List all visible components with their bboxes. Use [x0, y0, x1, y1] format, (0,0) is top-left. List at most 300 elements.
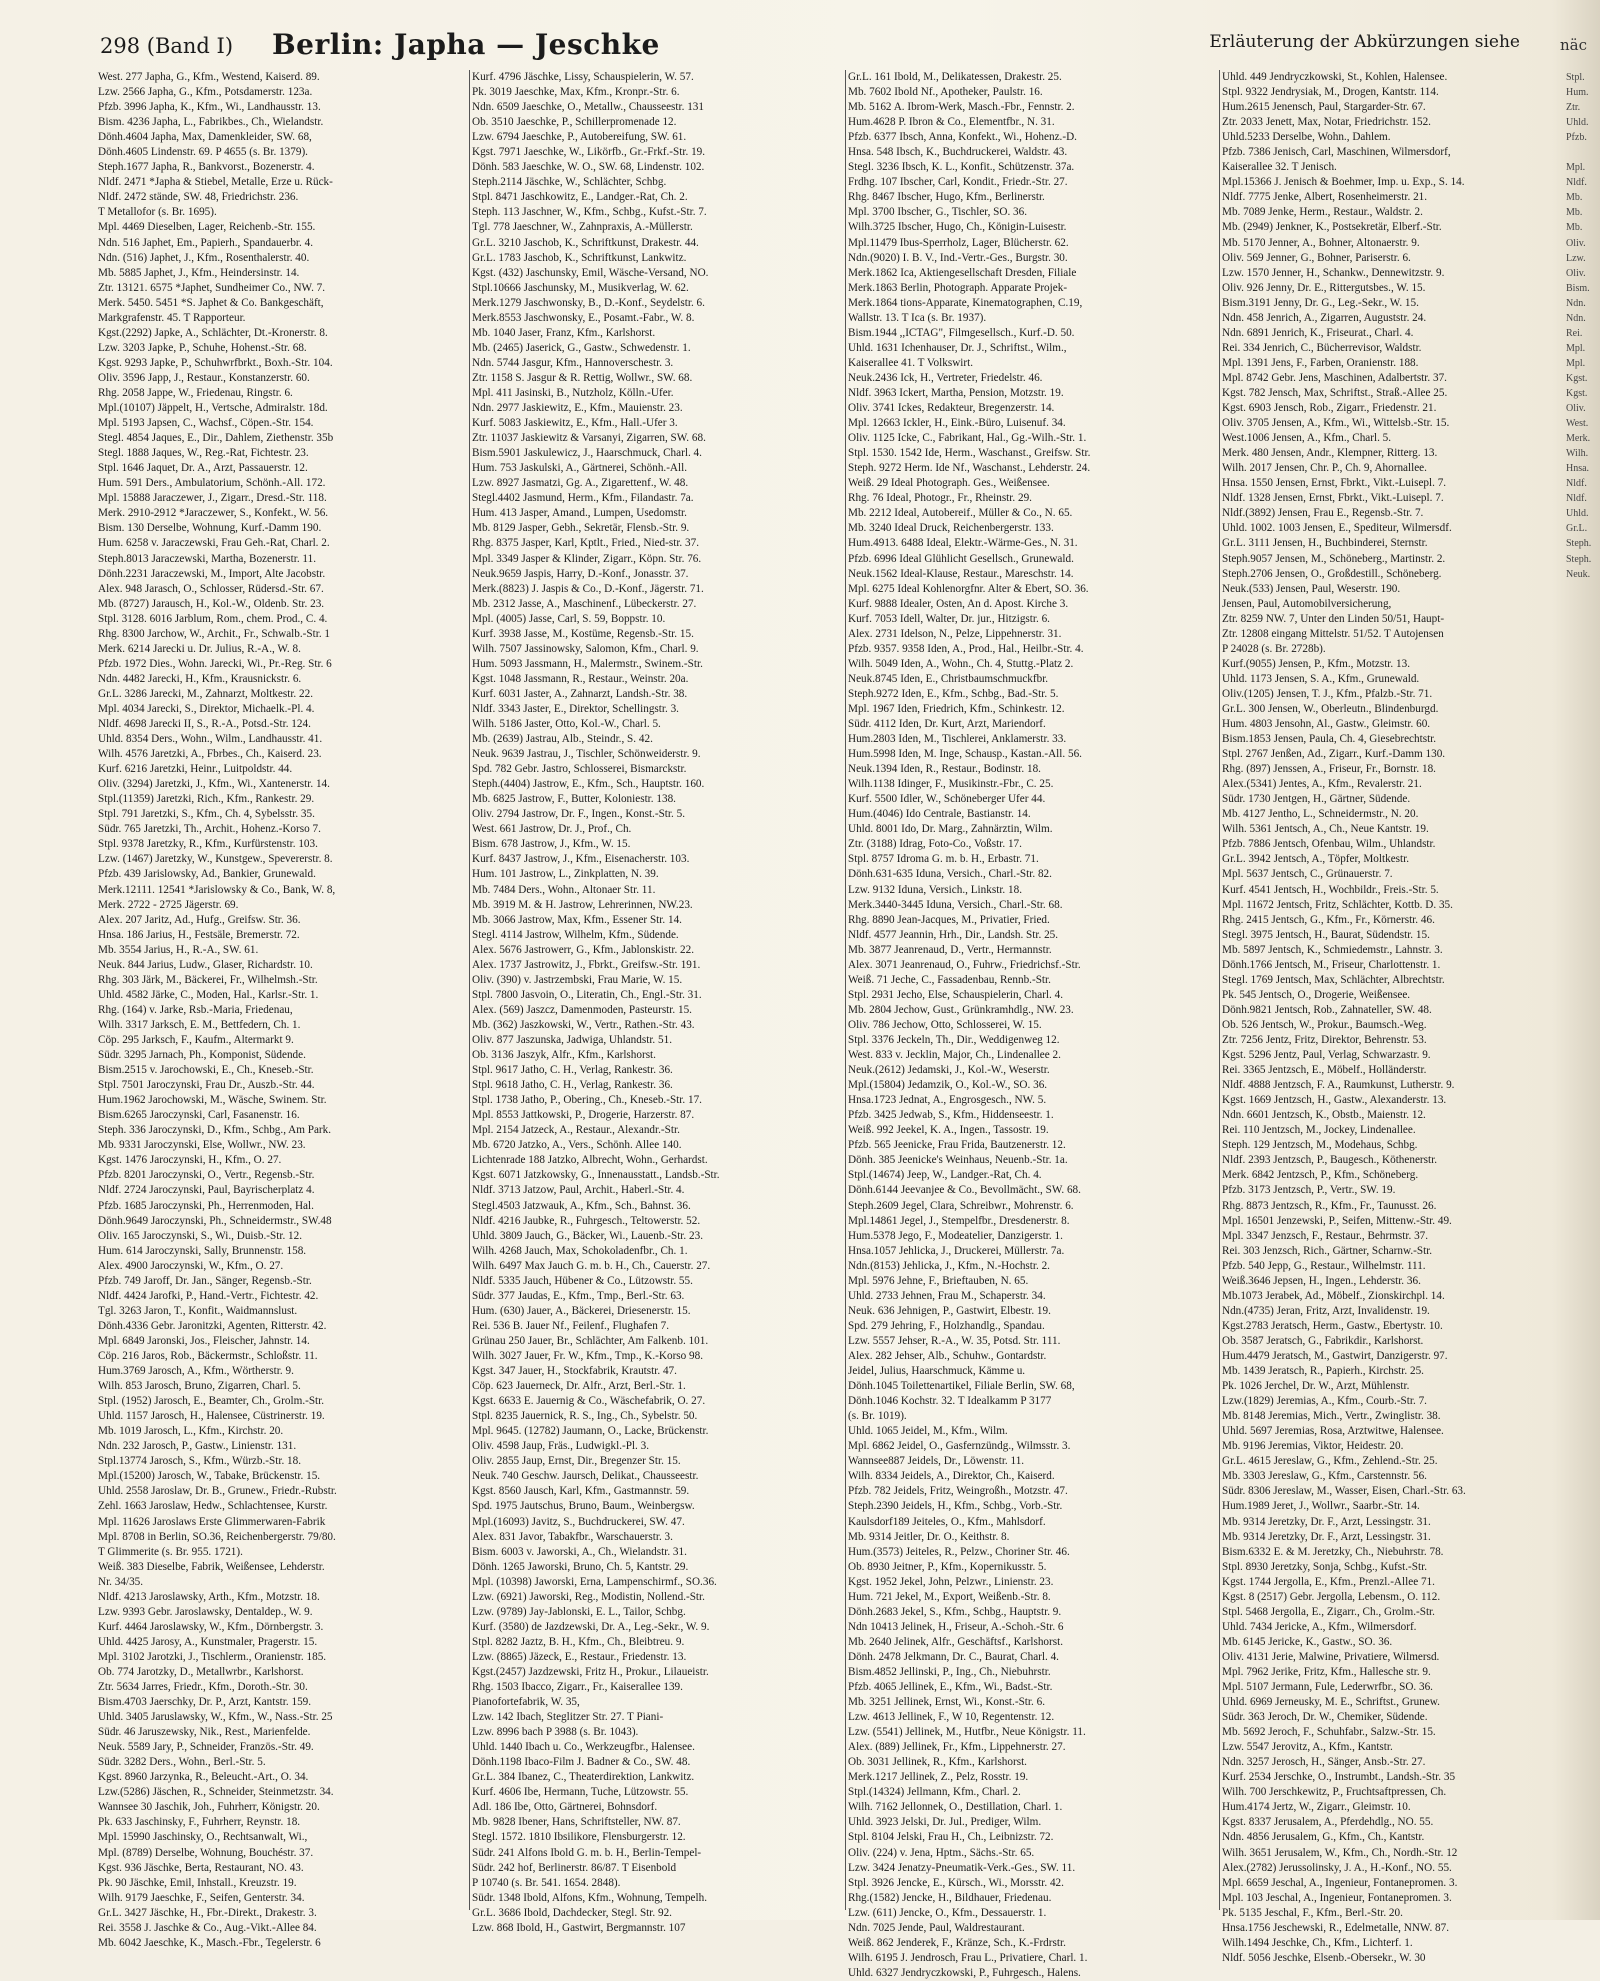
- directory-entry: Kurf. 4606 Ibe, Hermann, Tuche, Lützowstr. 55.: [472, 1786, 689, 1799]
- directory-entry: Oliv. 926 Jenny, Dr. E., Rittergutsbes., W. 15.: [1222, 281, 1426, 294]
- directory-entry: West. 661 Jastrow, Dr. J., Prof., Ch.: [472, 823, 632, 836]
- directory-entry: Wilh. 6497 Max Jauch G. m. b. H., Ch., Cauerstr. 27.: [472, 1259, 711, 1272]
- directory-entry: Hnsa. 548 Ibsch, K., Buchdruckerei, Waldstr. 43.: [848, 146, 1068, 159]
- directory-entry: Mpl. 6659 Jeschal, A., Ingenieur, Fontanepromen. 3.: [1222, 1876, 1458, 1889]
- directory-entry: Mpl. 3102 Jarotzki, J., Tischlerm., Oranienstr. 185.: [98, 1650, 327, 1663]
- directory-entry: Mb. 3066 Jastrow, Max, Kfm., Essener Str. 14.: [472, 913, 682, 926]
- directory-entry: Uhld. 7434 Jericke, A., Kfm., Wilmersdorf.: [1222, 1620, 1417, 1633]
- edge-entry: Bism.: [1566, 282, 1590, 294]
- directory-entry: Lichtenrade 188 Jatzko, Albrecht, Wohn., Gerhardst.: [472, 1154, 708, 1167]
- directory-entry: Uhld. 8354 Ders., Wohn., Wilm., Landhausstr. 41.: [98, 733, 323, 746]
- directory-entry: Uhld. 4582 Järke, C., Moden, Hal., Karlsr.-Str. 1.: [98, 988, 319, 1001]
- directory-entry: Bism. 130 Derselbe, Wohnung, Kurf.-Damm 190.: [98, 522, 322, 535]
- directory-entry: Bism.2515 v. Jarochowski, E., Ch., Kneseb.-Str.: [98, 1064, 314, 1077]
- directory-entry: Mb. (8727) Jarausch, H., Kol.-W., Oldenb. Str. 23.: [98, 597, 325, 610]
- directory-entry: Ztr. 12808 eingang Mittelstr. 51/52. T Autojensen: [1222, 627, 1444, 640]
- directory-entry: Stpl. 3376 Jeckeln, Th., Dir., Weddigenweg 12.: [848, 1034, 1060, 1046]
- directory-entry: Ndn. 6891 Jenrich, K., Friseurat., Charl. 4.: [1222, 326, 1414, 339]
- directory-entry: Kgst. 8 (2517) Gebr. Jergolla, Lebensm., O. 112.: [1222, 1590, 1441, 1603]
- directory-entry: Stegl. 4854 Jaques, E., Dir., Dahlem, Ziethenstr. 35b: [98, 432, 334, 445]
- directory-entry: Gr.L. 3942 Jentsch, A., Töpfer, Moltkestr.: [1222, 853, 1410, 866]
- page-header: [100, 26, 1520, 66]
- directory-entry: Hnsa.1723 Jednat, A., Engrosgesch., NW. 5.: [848, 1094, 1047, 1107]
- edge-entry: Nldf.: [1566, 478, 1587, 490]
- directory-entry: Oliv. 1125 Icke, C., Fabrikant, Hal., Gg.-Wilh.-Str. 1.: [848, 432, 1087, 445]
- directory-entry: Kurf. 6216 Jaretzki, Heinr., Luitpoldstr. 44.: [98, 763, 293, 776]
- directory-entry: Pk. 545 Jentsch, O., Drogerie, Weißensee.: [1222, 988, 1411, 1001]
- directory-entry: Gr.L. 3210 Jaschob, K., Schriftkunst, Drakestr. 44.: [472, 236, 699, 249]
- directory-entry: Ztr. (3188) Idrag, Foto-Co., Voßstr. 17.: [848, 838, 1022, 851]
- directory-entry: Mb. 5885 Japhet, J., Kfm., Heindersinstr. 14.: [98, 266, 300, 279]
- directory-entry: Hum. 591 Ders., Ambulatorium, Schönh.-All. 172.: [98, 477, 326, 490]
- directory-entry: Südr. 377 Jaudas, E., Kfm., Tmp., Berl.-Str. 63.: [472, 1289, 685, 1302]
- directory-entry: Mb. 6825 Jastrow, F., Butter, Koloniestr. 138.: [472, 793, 676, 806]
- directory-entry: Stegl. 1888 Jaques, W., Reg.-Rat, Fichtestr. 23.: [98, 447, 309, 460]
- directory-entry: Lzw. (5541) Jellinek, M., Hutfbr., Neue Königstr. 11.: [848, 1726, 1086, 1739]
- edge-entry: Mb.: [1566, 192, 1583, 204]
- directory-entry: Pfzb. 1685 Jaroczynski, Ph., Herrenmoden, Hal.: [98, 1199, 314, 1212]
- directory-entry: Bism.4852 Jellinski, P., Ing., Ch., Niebuhrstr.: [848, 1665, 1051, 1678]
- directory-entry: Stpl.10666 Jaschunsky, M., Musikverlag, W. 62.: [472, 281, 689, 294]
- directory-entry: Uhld. 449 Jendryczkowski, St., Kohlen, Halensee.: [1222, 71, 1448, 83]
- directory-entry: Kurf. 5500 Idler, W., Schöneberger Ufer 44.: [848, 793, 1046, 806]
- directory-entry: Pfzb. 7886 Jentsch, Ofenbau, Wilm., Uhlandstr.: [1222, 838, 1436, 851]
- directory-entry: Kgst. 8337 Jerusalem, A., Pferdehdlg., NO. 55.: [1222, 1816, 1434, 1829]
- directory-entry: Hum. 4803 Jensohn, Al., Gastw., Gleimstr. 60.: [1222, 718, 1431, 731]
- directory-entry: Ndn.(4735) Jeran, Fritz, Arzt, Invalidenstr. 19.: [1222, 1304, 1430, 1317]
- directory-entry: Stegl.4503 Jatzwauk, A., Kfm., Sch., Bahnst. 36.: [472, 1199, 691, 1212]
- directory-column-3: [848, 70, 1220, 1979]
- directory-entry: Nldf. 2724 Jaroczynski, Paul, Bayrischerplatz 4.: [98, 1184, 315, 1197]
- directory-entry: Pfzb. 540 Jepp, G., Restaur., Wilhelmstr. 111.: [1222, 1259, 1426, 1272]
- edge-entry: Kgst.: [1566, 387, 1588, 399]
- directory-entry: Steph.2390 Jeidels, H., Kfm., Schbg., Vorb.-Str.: [848, 1500, 1063, 1513]
- directory-entry: Mpl. 15990 Jaschinsky, O., Rechtsanwalt, Wi.,: [98, 1831, 308, 1844]
- directory-entry: Mb. 2212 Ideal, Autobereif., Müller & Co., N. 65.: [848, 507, 1073, 520]
- directory-entry: Kaiserallee 41. T Volkswirt.: [848, 356, 974, 369]
- directory-entry: Lzw. 9393 Gebr. Jaroslawsky, Dentaldep., W. 9.: [98, 1605, 313, 1618]
- directory-entry: Merk. 2722 - 2725 Jägerstr. 69.: [98, 898, 239, 911]
- directory-entry: Uhld. 3405 Jaruslawsky, W., Kfm., W., Nass.-Str. 25: [98, 1711, 333, 1724]
- directory-entry: Ob. 3587 Jeratsch, G., Fabrikdir., Karlshorst.: [1222, 1334, 1424, 1347]
- directory-entry: Rhg. (897) Jenssen, A., Friseur, Fr., Bornstr. 18.: [1222, 763, 1436, 776]
- directory-entry: Mpl. 1391 Jens, F., Farben, Oranienstr. 188.: [1222, 356, 1419, 369]
- directory-entry: Uhld. 4425 Jarosy, A., Kunstmaler, Pragerstr. 15.: [98, 1635, 318, 1648]
- directory-entry: Mb. 3240 Ideal Druck, Reichenbergerstr. 133.: [848, 522, 1054, 535]
- directory-entry: Rei. 3558 J. Jaschke & Co., Aug.-Vikt.-Allee 84.: [98, 1921, 317, 1934]
- directory-entry: Lzw.(5286) Jäschen, R., Schneider, Steinmetzstr. 34.: [98, 1786, 334, 1799]
- directory-entry: P 10740 (s. Br. 541. 1654. 2848).: [472, 1876, 621, 1889]
- directory-entry: Kurf. 3938 Jasse, M., Kostüme, Regensb.-Str. 15.: [472, 627, 694, 640]
- directory-entry: Lzw. 4613 Jellinek, F., W 10, Regentenstr. 12.: [848, 1711, 1055, 1724]
- directory-entry: Lzw. 5557 Jehser, R.-A., W. 35, Potsd. Str. 111.: [848, 1334, 1061, 1347]
- directory-entry: Mpl.(15200) Jarosch, W., Tabake, Brückenstr. 15.: [98, 1470, 321, 1483]
- directory-entry: Ndn. 6601 Jentzsch, K., Obstb., Maienstr. 12.: [1222, 1109, 1426, 1122]
- directory-entry: Rei. 110 Jentzsch, M., Jockey, Lindenallee.: [1222, 1124, 1416, 1137]
- directory-entry: Stegl. 1572. 1810 Ibsilikore, Flensburgerstr. 12.: [472, 1831, 686, 1844]
- directory-entry: Hum. (630) Jauer, A., Bäckerei, Driesenerstr. 15.: [472, 1304, 691, 1317]
- directory-entry: Uhld. 1157 Jarosch, H., Halensee, Cüstrinerstr. 19.: [98, 1410, 325, 1423]
- directory-entry: Oliv. 3741 Ickes, Redakteur, Bregenzerstr. 14.: [848, 402, 1055, 415]
- directory-entry: Wilh. 4576 Jaretzki, A., Fbrbes., Ch., Kaiserd. 23.: [98, 748, 322, 761]
- directory-entry: Hum. 6258 v. Jaraczewski, Frau Geh.-Rat, Charl. 2.: [98, 537, 330, 550]
- directory-entry: Ztr. 13121. 6575 *Japhet, Sundheimer Co., NW. 7.: [98, 281, 326, 294]
- directory-entry: Rhg. 1503 Ibacco, Zigarr., Fr., Kaiserallee 139.: [472, 1681, 683, 1694]
- directory-entry: Lzw.(1829) Jeremias, A., Kfm., Courb.-Str. 7.: [1222, 1395, 1427, 1408]
- directory-entry: West. 277 Japha, G., Kfm., Westend, Kaiserd. 89.: [98, 71, 320, 83]
- directory-entry: Mpl. 5976 Jehne, F., Brieftauben, N. 65.: [848, 1274, 1029, 1287]
- directory-entry: Mpl. 11672 Jentsch, Fritz, Schlächter, Kottb. D. 35.: [1222, 898, 1453, 911]
- directory-entry: Oliv. 4598 Jaup, Fräs., Ludwigkl.-Pl. 3.: [472, 1440, 650, 1453]
- directory-entry: Ob. 3031 Jellinek, R., Kfm., Karlshorst.: [848, 1756, 1027, 1769]
- directory-entry: Kurf. 4541 Jentsch, H., Wochbildr., Freis.-Str. 5.: [1222, 883, 1439, 896]
- directory-entry: Oliv.(1205) Jensen, T. J., Kfm., Pfalzb.-Str. 71.: [1222, 687, 1433, 700]
- directory-entry: Pfzb. 9357. 9358 Iden, A., Prod., Hal., Heilbr.-Str. 4.: [848, 642, 1084, 655]
- directory-entry: Hum.4174 Jertz, W., Zigarr., Gleimstr. 10.: [1222, 1801, 1411, 1814]
- directory-entry: Ob. 526 Jentsch, W., Prokur., Baumsch.-Weg.: [1222, 1018, 1427, 1031]
- directory-entry: Wilh. 8334 Jeidels, A., Direktor, Ch., Kaiserd.: [848, 1470, 1055, 1483]
- directory-entry: Alex.(2782) Jerussolinsky, J. A., H.-Konf., NO. 55.: [1222, 1861, 1452, 1874]
- directory-entry: Mpl. 6862 Jeidel, O., Gasfernzündg., Wilmsstr. 3.: [848, 1440, 1071, 1453]
- directory-entry: Mb. 5692 Jeroch, F., Schuhfabr., Salzw.-Str. 15.: [1222, 1726, 1436, 1739]
- directory-entry: Uhld. 3923 Jelski, Dr. Jul., Prediger, Wilm.: [848, 1816, 1042, 1829]
- edge-entry: Merk.: [1566, 433, 1591, 445]
- directory-entry: Mb. 5162 A. Ibrom-Werk, Masch.-Fbr., Fennstr. 2.: [848, 101, 1075, 114]
- directory-entry: Mpl. 16501 Jenzewski, P., Seifen, Mittenw.-Str. 49.: [1222, 1214, 1452, 1227]
- directory-entry: Weiß. 29 Ideal Photograph. Ges., Weißensee.: [848, 477, 1050, 490]
- directory-entry: Lzw. (611) Jencke, O., Kfm., Dessauerstr. 1.: [848, 1906, 1047, 1919]
- directory-entry: Nldf. 4577 Jeannin, Hrh., Dir., Landsh. Str. 25.: [848, 928, 1059, 941]
- directory-entry: Wilh. 7507 Jassinowsky, Salomon, Kfm., Charl. 9.: [472, 642, 699, 655]
- edge-entry: Steph.: [1566, 538, 1592, 550]
- directory-entry: Merk.3440-3445 Iduna, Versich., Charl.-Str. 68.: [848, 898, 1063, 911]
- directory-entry: Nldf. 4424 Jarofki, P., Hand.-Vertr., Fichtestr. 42.: [98, 1289, 319, 1302]
- directory-entry: Neuk.(533) Jensen, Paul, Weserstr. 190.: [1222, 582, 1401, 595]
- directory-entry: Alex. 207 Jaritz, Ad., Hufg., Greifsw. Str. 36.: [98, 913, 301, 926]
- directory-entry: Oliv. 3596 Japp, J., Restaur., Konstanzerstr. 60.: [98, 371, 310, 384]
- directory-entry: Wilh. 4268 Jauch, Max, Schokoladenfbr., Ch. 1.: [472, 1244, 688, 1257]
- directory-entry: Lzw. 8996 bach P 3988 (s. Br. 1043).: [472, 1726, 639, 1739]
- directory-entry: Oliv. 786 Jechow, Otto, Schlosserei, W. 15.: [848, 1018, 1042, 1031]
- directory-entry: Stpl. 7800 Jasvoin, O., Literatin, Ch., Engl.-Str. 31.: [472, 988, 702, 1001]
- directory-entry: Uhld. 8001 Ido, Dr. Marg., Zahnärztin, Wilm.: [848, 823, 1053, 836]
- directory-entry: Pfzb. 1972 Dies., Wohn. Jarecki, Wi., Pr.-Reg. Str. 6: [98, 657, 332, 670]
- directory-entry: Stegl. 3236 Ibsch, K. L., Konfit., Schützenstr. 37a.: [848, 161, 1075, 174]
- directory-entry: Hum.1962 Jarochowski, M., Wäsche, Swinem. Str.: [98, 1094, 327, 1107]
- directory-entry: Mpl. 7962 Jerike, Fritz, Kfm., Hallesche str. 9.: [1222, 1665, 1431, 1678]
- directory-entry: Merk. 2910-2912 *Jaraczewer, S., Konfekt., W. 56.: [98, 507, 329, 520]
- directory-entry: Rhg. 8873 Jentzsch, R., Kfm., Fr., Taunusst. 26.: [1222, 1199, 1437, 1212]
- directory-entry: Alex. (889) Jellinek, Fr., Kfm., Lippehnerstr. 27.: [848, 1741, 1066, 1754]
- directory-entry: Lzw. (6921) Jaworski, Reg., Modistin, Nollend.-Str.: [472, 1590, 705, 1603]
- directory-entry: Steph.9272 Iden, E., Kfm., Schbg., Bad.-Str. 5.: [848, 687, 1059, 700]
- directory-entry: Dönh.631-635 Iduna, Versich., Charl.-Str. 82.: [848, 868, 1052, 881]
- directory-entry: Hum.5998 Iden, M. Inge, Schausp., Kastan.-All. 56.: [848, 748, 1082, 761]
- directory-entry: Uhld. 1065 Jeidel, M., Kfm., Wilm.: [848, 1425, 1008, 1438]
- directory-entry: Mpl. 4034 Jarecki, S., Direktor, Michaelk.-Pl. 4.: [98, 702, 315, 715]
- directory-entry: Mpl. 411 Jasinski, B., Nutzholz, Kölln.-Ufer.: [472, 386, 674, 399]
- directory-entry: Kgst. 7971 Jaeschke, W., Likörfb., Gr.-Frkf.-Str. 19.: [472, 146, 706, 159]
- directory-entry: Pfzb. 749 Jaroff, Dr. Jan., Sänger, Regensb.-Str.: [98, 1274, 312, 1287]
- edge-entry: Ndn.: [1566, 297, 1586, 309]
- directory-entry: Alex. 282 Jehser, Alb., Schuhw., Gontardstr.: [848, 1349, 1047, 1362]
- directory-entry: Lzw. 8927 Jasmatzi, Gg. A., Zigarettenf., W. 48.: [472, 477, 689, 490]
- directory-entry: Pk. 1026 Jerchel, Dr. W., Arzt, Mühlenstr.: [1222, 1380, 1410, 1393]
- directory-entry: Bism. 678 Jastrow, J., Kfm., W. 15.: [472, 838, 631, 851]
- directory-entry: Pk. 5135 Jeschal, F., Kfm., Berl.-Str. 20.: [1222, 1906, 1403, 1919]
- directory-entry: Uhld.5233 Derselbe, Wohn., Dahlem.: [1222, 131, 1391, 144]
- directory-entry: Steph. 9272 Herm. Ide Nf., Waschanst., Lehderstr. 24.: [848, 462, 1091, 475]
- directory-entry: Merk. 480 Jensen, Andr., Klempner, Ritterg. 13.: [1222, 447, 1438, 460]
- edge-entry: Wilh.: [1566, 448, 1589, 460]
- directory-entry: Nldf. 3963 Ickert, Martha, Pension, Motzstr. 19.: [848, 386, 1064, 399]
- directory-entry: Stpl. 8757 Idroma G. m. b. H., Erbastr. 71.: [848, 853, 1039, 866]
- directory-entry: Wilh. 700 Jerschkewitz, P., Fruchtsaftpressen, Ch.: [1222, 1786, 1447, 1799]
- directory-entry: Kgst. 1048 Jassmann, R., Restaur., Weinstr. 20a.: [472, 672, 689, 685]
- directory-entry: Oliv. (3294) Jaretzki, J., Kfm., Wi., Xantenerstr. 14.: [98, 778, 330, 791]
- directory-entry: Hnsa. 1550 Jensen, Ernst, Fbrkt., Vikt.-Luisepl. 7.: [1222, 477, 1447, 490]
- directory-entry: Dönh.1198 Ibaco-Film J. Badner & Co., SW. 48.: [472, 1756, 691, 1769]
- directory-entry: Stpl. 2767 Jenßen, Ad., Zigarr., Kurf.-Damm 130.: [1222, 748, 1446, 761]
- directory-entry: Nldf. 2472 stände, SW. 48, Friedrichstr. 236.: [98, 191, 299, 204]
- directory-entry: Steph.2114 Jäschke, W., Schlächter, Schbg.: [472, 176, 667, 189]
- directory-entry: Mb. 2804 Jechow, Gust., Grünkramhdlg., NW. 23.: [848, 1003, 1074, 1016]
- directory-entry: Ndn. 3257 Jerosch, H., Sänger, Ansb.-Str. 27.: [1222, 1756, 1426, 1769]
- column-divider: [845, 70, 846, 1910]
- directory-entry: Lzw. 5547 Jerovitz, A., Kfm., Kantstr.: [1222, 1741, 1393, 1754]
- directory-entry: Mb. 9331 Jaroczynski, Else, Wollwr., NW. 23.: [98, 1139, 306, 1152]
- directory-entry: Kgst.(2292) Japke, A., Schlächter, Dt.-Kronerstr. 8.: [98, 326, 328, 339]
- directory-entry: Mb. 9196 Jeremias, Viktor, Heidestr. 20.: [1222, 1440, 1404, 1453]
- directory-column-4: [1222, 70, 1558, 1964]
- directory-entry: Bism.6265 Jaroczynski, Carl, Fasanenstr. 16.: [98, 1109, 300, 1122]
- directory-entry: Lzw. 3424 Jenatzy-Pneumatik-Verk.-Ges., SW. 11.: [848, 1861, 1076, 1874]
- directory-entry: Neuk. 844 Jarius, Ludw., Glaser, Richardstr. 10.: [98, 958, 313, 971]
- directory-entry: Gr.L. 3686 Ibold, Dachdecker, Stegl. Str. 92.: [472, 1906, 672, 1919]
- edge-entry: [1566, 145, 1600, 160]
- directory-entry: Südr. 1348 Ibold, Alfons, Kfm., Wohnung, Tempelh.: [472, 1891, 708, 1904]
- directory-entry: Mpl. 15888 Jaraczewer, J., Zigarr., Dresd.-Str. 118.: [98, 492, 327, 505]
- directory-entry: (s. Br. 1019).: [848, 1410, 907, 1423]
- directory-entry: Neuk. 636 Jehnigen, P., Gastwirt, Elbestr. 19.: [848, 1304, 1051, 1317]
- directory-entry: Mb. 7089 Jenke, Herm., Restaur., Waldstr. 2.: [1222, 206, 1423, 219]
- edge-entry: Ztr.: [1566, 102, 1581, 114]
- directory-entry: Pfzb. 3425 Jedwab, S., Kfm., Hiddenseestr. 1.: [848, 1109, 1054, 1122]
- directory-entry: Rhg. 76 Ideal, Photogr., Fr., Rheinstr. 29.: [848, 492, 1032, 505]
- directory-entry: Hum.4628 P. Ibron & Co., Elementfbr., N. 31.: [848, 116, 1055, 129]
- edge-entry: Neuk.: [1566, 568, 1591, 580]
- edge-entry: Gr.L.: [1566, 523, 1588, 535]
- directory-entry: Hnsa.1057 Jehlicka, J., Druckerei, Müllerstr. 7a.: [848, 1244, 1065, 1257]
- directory-entry: Nldf. 3343 Jaster, E., Direktor, Schellingstr. 3.: [472, 702, 679, 715]
- directory-entry: Stpl. 791 Jaretzki, S., Kfm., Ch. 4, Sybelsstr. 35.: [98, 808, 315, 821]
- directory-entry: Stpl.(14324) Jellmann, Kfm., Charl. 2.: [848, 1786, 1021, 1799]
- directory-entry: Südr. 3282 Ders., Wohn., Berl.-Str. 5.: [98, 1756, 266, 1769]
- edge-entry: Uhld.: [1566, 508, 1589, 520]
- directory-entry: Bism. 4236 Japha, L., Fabrikbes., Ch., Wielandstr.: [98, 116, 324, 129]
- directory-entry: Mpl. 5637 Jentsch, C., Grünauerstr. 7.: [1222, 868, 1393, 881]
- directory-entry: Kurf. 4796 Jäschke, Lissy, Schauspielerin, W. 57.: [472, 71, 694, 83]
- directory-entry: Stegl. 3975 Jentsch, H., Baurat, Südendstr. 15.: [1222, 928, 1430, 941]
- directory-entry: Südr. 242 hof, Berlinerstr. 86/87. T Eisenbold: [472, 1861, 677, 1874]
- directory-entry: Jeidel, Julius, Haarschmuck, Kämme u.: [848, 1365, 1026, 1378]
- directory-entry: Weiß.3646 Jepsen, H., Ingen., Lehderstr. 36.: [1222, 1274, 1421, 1287]
- directory-entry: Gr.L. 1783 Jaschob, K., Schriftkunst, Lankwitz.: [472, 251, 687, 264]
- directory-entry: Oliv. 3705 Jensen, A., Kfm., Wi., Wittelsb.-Str. 15.: [1222, 417, 1450, 430]
- directory-entry: Kaulsdorf189 Jeiteles, O., Kfm., Mahlsdorf.: [848, 1515, 1046, 1528]
- directory-entry: Mpl. 2154 Jatzeck, A., Restaur., Alexandr.-Str.: [472, 1124, 680, 1137]
- directory-entry: Nldf. 4698 Jarecki II, S., R.-A., Potsd.-Str. 124.: [98, 718, 311, 731]
- edge-entry: Mpl.: [1566, 357, 1586, 369]
- directory-entry: Bism.4703 Jaerschky, Dr. P., Arzt, Kantstr. 159.: [98, 1696, 312, 1709]
- abbreviation-note: Erläuterung der Abkürzungen siehe: [1209, 32, 1520, 52]
- directory-entry: Südr. 765 Jaretzki, Th., Archit., Hohenz.-Korso 7.: [98, 823, 321, 836]
- directory-entry: Mpl.14861 Jegel, J., Stempelfbr., Dresdenerstr. 8.: [848, 1214, 1070, 1227]
- directory-entry: T Metallofor (s. Br. 1695).: [98, 206, 217, 219]
- page-title: Berlin: Japha — Jeschke: [272, 28, 660, 61]
- directory-entry: Merk. 6214 Jarecki u. Dr. Julius, R.-A., W. 8.: [98, 642, 301, 655]
- directory-entry: Ndn.(8153) Jehlicka, J., Kfm., N.-Hochstr. 2.: [848, 1259, 1050, 1272]
- edge-entry: Steph.: [1566, 553, 1592, 565]
- edge-entry: Mpl.: [1566, 342, 1586, 354]
- directory-entry: Pfzb. 6377 Ibsch, Anna, Konfekt., Wi., Hohenz.-D.: [848, 131, 1077, 144]
- directory-entry: Bism.6332 E. & M. Jeretzky, Ch., Niebuhrstr. 78.: [1222, 1545, 1444, 1558]
- directory-entry: Stpl. 7501 Jaroczynski, Frau Dr., Auszb.-Str. 44.: [98, 1079, 315, 1092]
- directory-entry: Ztr. 8259 NW. 7, Unter den Linden 50/51, Haupt-: [1222, 612, 1445, 625]
- directory-entry: Markgrafenstr. 45. T Rapporteur.: [98, 311, 246, 324]
- edge-entry: Stpl.: [1566, 72, 1585, 83]
- directory-entry: Oliv. 2794 Jastrow, Dr. F., Ingen., Konst.-Str. 5.: [472, 808, 686, 821]
- directory-entry: Pk. 3019 Jaeschke, Max, Kfm., Kronpr.-Str. 6.: [472, 86, 680, 99]
- directory-entry: Rei. 334 Jenrich, C., Bücherrevisor, Waldstr.: [1222, 341, 1422, 354]
- edge-entry: Mb.: [1566, 222, 1583, 234]
- directory-entry: Kgst. (432) Jaschunsky, Emil, Wäsche-Versand, NO.: [472, 266, 709, 279]
- directory-entry: Kurf. 9888 Idealer, Osten, An d. Apost. Kirche 3.: [848, 597, 1069, 610]
- directory-entry: Mb. (2639) Jastrau, Alb., Steindr., S. 42.: [472, 733, 653, 746]
- directory-entry: Mpl. 8742 Gebr. Jens, Maschinen, Adalbertstr. 37.: [1222, 371, 1447, 384]
- directory-entry: Südr. 363 Jeroch, Dr. W., Chemiker, Südende.: [1222, 1711, 1428, 1724]
- directory-entry: Mb. 1439 Jeratsch, R., Papierh., Kirchstr. 25.: [1222, 1365, 1424, 1378]
- directory-entry: Südr. 1730 Jentgen, H., Gärtner, Südende.: [1222, 793, 1411, 806]
- directory-entry: Merk.8553 Jaschwonsky, E., Posamt.-Fabr., W. 8.: [472, 311, 695, 324]
- directory-column-2: [472, 70, 844, 1934]
- directory-entry: Zehl. 1663 Jaroslaw, Hedw., Schlachtensee, Kurstr.: [98, 1500, 328, 1513]
- directory-entry: Lzw. 2566 Japha, G., Kfm., Potsdamerstr. 123a.: [98, 86, 313, 99]
- directory-entry: Kgst. 1952 Jekel, John, Pelzwr., Linienstr. 23.: [848, 1575, 1054, 1588]
- directory-entry: Mb. 4127 Jentho, L., Schneidermstr., N. 20.: [1222, 808, 1419, 821]
- directory-entry: Rhg. 8375 Jasper, Karl, Kptlt., Fried., Nied-str. 37.: [472, 537, 700, 550]
- directory-entry: Wilh. 3317 Jarksch, E. M., Bettfedern, Ch. 1.: [98, 1018, 301, 1031]
- directory-entry: Dönh.2231 Jaraczewski, M., Import, Alte Jacobstr.: [98, 567, 326, 580]
- directory-entry: Stegl. 4114 Jastrow, Wilhelm, Kfm., Südende.: [472, 928, 679, 941]
- directory-entry: Pfzb. 8201 Jaroczynski, O., Vertr., Regensb.-Str.: [98, 1169, 315, 1182]
- directory-entry: Jensen, Paul, Automobilversicherung,: [1222, 597, 1392, 610]
- directory-entry: Südr. 8306 Jereslaw, M., Wasser, Eisen, Charl.-Str. 63.: [1222, 1485, 1466, 1498]
- directory-entry: Ztr. 7256 Jentz, Fritz, Direktor, Behrenstr. 53.: [1222, 1034, 1427, 1046]
- directory-entry: Weiß. 992 Jeekel, K. A., Ingen., Tassostr. 19.: [848, 1124, 1049, 1137]
- directory-entry: Wilh.3725 Ibscher, Hugo, Ch., Königin-Luisestr.: [848, 221, 1067, 234]
- directory-entry: Hum. 101 Jastrow, L., Zinkplatten, N. 39.: [472, 868, 659, 881]
- directory-entry: Uhld. 6327 Jendryczkowski, P., Fuhrgesch., Halens.: [848, 1966, 1081, 1979]
- directory-entry: Steph.2706 Jensen, O., Großdestill., Schöneberg.: [1222, 567, 1442, 580]
- directory-entry: Gr.L. 3286 Jarecki, M., Zahnarzt, Moltkestr. 22.: [98, 687, 314, 700]
- directory-entry: Mpl. 8553 Jattkowski, P., Drogerie, Harzerstr. 87.: [472, 1109, 695, 1122]
- directory-entry: Hum.4479 Jeratsch, M., Gastwirt, Danzigerstr. 97.: [1222, 1349, 1448, 1362]
- directory-entry: Lzw. 3203 Japke, P., Schuhe, Hohenst.-Str. 68.: [98, 341, 307, 354]
- directory-entry: Steph.8013 Jaraczewski, Martha, Bozenerstr. 11.: [98, 552, 316, 565]
- directory-entry: Stpl. 8235 Jauernick, R. S., Ing., Ch., Sybelstr. 50.: [472, 1410, 698, 1423]
- directory-entry: Ob. 3136 Jaszyk, Alfr., Kfm., Karlshorst.: [472, 1049, 656, 1062]
- directory-entry: Dönh. 2478 Jelkmann, Dr. C., Baurat, Charl. 4.: [848, 1650, 1059, 1663]
- directory-entry: Ob. 774 Jarotzky, D., Metallwrbr., Karlshorst.: [98, 1665, 304, 1678]
- directory-entry: Steph. 113 Jaschner, W., Kfm., Schbg., Kufst.-Str. 7.: [472, 206, 707, 219]
- directory-entry: Stpl.13774 Jarosch, S., Kfm., Würzb.-Str. 18.: [98, 1455, 302, 1468]
- directory-entry: Lzw. 1570 Jenner, H., Schankw., Dennewitzstr. 9.: [1222, 266, 1445, 279]
- directory-entry: Gr.L. 4615 Jereslaw, G., Kfm., Zehlend.-Str. 25.: [1222, 1455, 1438, 1468]
- directory-entry: Nldf. 1328 Jensen, Ernst, Fbrkt., Vikt.-Luisepl. 7.: [1222, 492, 1444, 505]
- directory-entry: Wilh. 853 Jarosch, Bruno, Zigarren, Charl. 5.: [98, 1380, 301, 1393]
- page-number: 298 (Band I): [100, 34, 234, 58]
- directory-entry: Kgst. 1669 Jentzsch, H., Gastw., Alexanderstr. 13.: [1222, 1094, 1447, 1107]
- directory-entry: Pfzb. 3173 Jentzsch, P., Vertr., SW. 19.: [1222, 1184, 1396, 1197]
- directory-entry: Stpl. 9617 Jatho, C. H., Verlag, Rankestr. 36.: [472, 1064, 673, 1077]
- directory-entry: Mb. 8129 Jasper, Gebh., Sekretär, Flensb.-Str. 9.: [472, 522, 690, 535]
- directory-entry: Dönh.4336 Gebr. Jaronitzki, Agenten, Ritterstr. 42.: [98, 1319, 327, 1332]
- directory-entry: Dönh.2683 Jekel, S., Kfm., Schbg., Hauptstr. 9.: [848, 1605, 1062, 1618]
- directory-entry: Kurf. 7053 Idell, Walter, Dr. jur., Hitzigstr. 6.: [848, 612, 1050, 625]
- directory-entry: Mpl. 1967 Iden, Friedrich, Kfm., Schinkestr. 12.: [848, 702, 1065, 715]
- directory-entry: Alex.(5341) Jentes, A., Kfm., Revalerstr. 21.: [1222, 778, 1422, 791]
- directory-entry: Uhld. 1631 Ichenhauser, Dr. J., Schriftst., Wilm.,: [848, 341, 1067, 354]
- directory-entry: Ndn. 232 Jarosch, P., Gastw., Linienstr. 131.: [98, 1440, 297, 1453]
- edge-entry: Pfzb.: [1566, 132, 1587, 144]
- directory-entry: Hum. 614 Jaroczynski, Sally, Brunnenstr. 158.: [98, 1244, 307, 1257]
- directory-entry: Mb. 2640 Jelinek, Alfr., Geschäftsf., Karlshorst.: [848, 1635, 1064, 1648]
- directory-entry: Alex. 5676 Jastrowerr, G., Kfm., Jablonskistr. 22.: [472, 943, 695, 956]
- directory-entry: Uhld. 1440 Ibach u. Co., Werkzeugfbr., Halensee.: [472, 1741, 695, 1754]
- directory-entry: Bism.1853 Jensen, Paula, Ch. 4, Giesebrechtstr.: [1222, 733, 1437, 746]
- directory-entry: Mpl. 6849 Jaronski, Jos., Fleischer, Jahnstr. 14.: [98, 1334, 310, 1347]
- directory-entry: Wilh. 5361 Jentsch, A., Ch., Neue Kantstr. 19.: [1222, 823, 1429, 836]
- directory-entry: Mpl. 3700 Ibscher, G., Tischler, SO. 36.: [848, 206, 1028, 219]
- directory-entry: Hum.4913. 6488 Ideal, Elektr.-Wärme-Ges., N. 31.: [848, 537, 1078, 550]
- edge-entry: Ndn.: [1566, 312, 1586, 324]
- directory-entry: Bism.1944 ,,ICTAG", Filmgesellsch., Kurf.-D. 50.: [848, 326, 1075, 339]
- directory-entry: Ndn 10413 Jelinek, H., Friseur, A.-Schoh.-Str. 6: [848, 1620, 1064, 1633]
- directory-entry: T Glimmerite (s. Br. 955. 1721).: [98, 1545, 243, 1558]
- directory-entry: Merk.1217 Jellinek, Z., Pelz, Rosstr. 19.: [848, 1771, 1029, 1784]
- directory-entry: Kgst.2783 Jeratsch, Herm., Gastw., Ebertystr. 10.: [1222, 1319, 1443, 1332]
- directory-entry: Kgst. 1744 Jergolla, E., Kfm., Prenzl.-Allee 71.: [1222, 1575, 1435, 1588]
- directory-entry: Mpl. (4005) Jasse, Carl, S. 59, Boppstr. 10.: [472, 612, 666, 625]
- directory-entry: Kgst. 6071 Jatzkowsky, G., Innenausstatt., Landsb.-Str.: [472, 1169, 720, 1182]
- directory-entry: Alex. 1737 Jastrowitz, J., Fbrkt., Greifsw.-Str. 191.: [472, 958, 701, 971]
- directory-entry: Alex. 831 Javor, Tabakfbr., Warschauerstr. 3.: [472, 1530, 673, 1543]
- directory-entry: Uhld. 1002. 1003 Jensen, E., Spediteur, Wilmersdf.: [1222, 522, 1452, 535]
- directory-entry: Stpl. 8282 Jaztz, B. H., Kfm., Ch., Bleibtreu. 9.: [472, 1635, 685, 1648]
- directory-entry: Kgst. 6633 E. Jauernig & Co., Wäschefabrik, O. 27.: [472, 1395, 706, 1408]
- edge-entry: Nldf.: [1566, 493, 1587, 505]
- directory-entry: Merk.1862 Ica, Aktiengesellschaft Dresden, Filiale: [848, 266, 1077, 279]
- directory-entry: Mb.1073 Jerabek, Ad., Möbelf., Zionskirchpl. 14.: [1222, 1289, 1445, 1302]
- directory-entry: Kgst. 8560 Jausch, Karl, Kfm., Gastmannstr. 59.: [472, 1485, 690, 1498]
- directory-entry: Pk. 90 Jäschke, Emil, Inhstall., Kreuzstr. 19.: [98, 1876, 297, 1889]
- directory-entry: Mpl. 103 Jeschal, A., Ingenieur, Fontanepromen. 3.: [1222, 1891, 1452, 1904]
- directory-entry: Cöp. 295 Jarksch, F., Kaufm., Altermarkt 9.: [98, 1034, 294, 1046]
- directory-entry: Pfzb. 6996 Ideal Glühlicht Gesellsch., Grunewald.: [848, 552, 1074, 565]
- directory-entry: Stpl. 3926 Jencke, E., Kürsch., Wi., Morsstr. 42.: [848, 1876, 1064, 1889]
- directory-entry: Nldf. 7775 Jenke, Albert, Rosenheimerstr. 21.: [1222, 191, 1428, 204]
